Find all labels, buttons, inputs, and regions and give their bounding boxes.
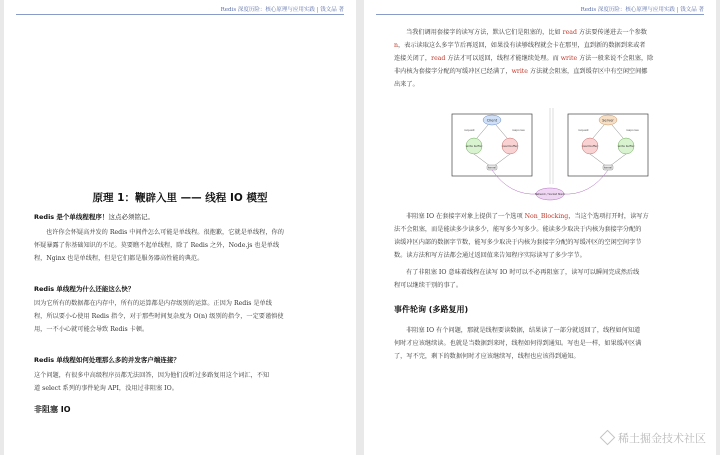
blocking-line-5: 出来了。 <box>394 81 419 88</box>
paragraph-1-line-3: 程，Nginx 也是单线程，但是它们都是服务器高性能的典范。 <box>34 255 204 262</box>
arrow-read-to-client <box>496 125 507 138</box>
socket-buffer-diagram <box>450 104 650 206</box>
nonblocking-line-3: 读缓冲区内部的数据字节数，能写多少取决于内核为套接字分配的写缓冲区的空闲空间字节 <box>394 239 642 246</box>
server-request-label: request <box>578 128 589 132</box>
arrow-kernel-to-server-read <box>590 154 606 166</box>
client-label: Client <box>486 118 498 123</box>
paragraph-2-line-1: 因为它所有的数据都在内存中，所有的运算都是内存级别的运算。正因为 Redis 是单线 <box>34 300 272 307</box>
juejin-logo-icon <box>600 430 616 446</box>
nonblocking-line-2: 法不会阻塞，而是能读多少读多少，能写多少写多少。能读多少取决于内核为套接字分配的 <box>394 226 642 233</box>
client-response-label: response <box>512 128 525 132</box>
blocking-line-2: n，表示读取这么多字节后再返回，如果没有读够线程就会卡在那里，直到新的数据到来或者 <box>394 42 646 49</box>
blocking-line-3: 连接关闭了，read 方法才可以返回，线程才能继续处理。而 write 方法一般来说不会阻塞，除 <box>394 55 654 62</box>
summary-line-1: 有了非阻塞 IO 意味着线程在读写 IO 时可以不必再阻塞了，读写可以瞬间完成然后线 <box>406 269 640 276</box>
server-kernel-label: kernel <box>604 166 612 170</box>
paragraph-3-line-2: 道 select 系列的事件轮询 API，没用过非阻塞 IO。 <box>34 385 178 392</box>
paragraph-2-line-3: 用，一不小心就可能会导致 Redis 卡顿。 <box>34 326 149 333</box>
arrow-write-to-kernel <box>474 154 490 166</box>
header-rule <box>16 14 344 15</box>
arrow-client-to-write <box>477 125 488 138</box>
section-heading-nonblocking: 非阻塞 IO <box>34 405 71 414</box>
question-3: Redis 单线程如何处理那么多的并发客户端连接？ <box>34 356 180 364</box>
right-page <box>364 0 716 455</box>
paragraph-1-line-2: 怀疑暴露了你基础知识的不足。莫要瞧不起单线程，除了 Redis 之外，Node.js 也是单线 <box>34 242 280 249</box>
event-loop-line-1: 非阻塞 IO 有个问题，那就是线程要读数据，结果读了一部分就返回了，线程如何知道 <box>406 327 641 334</box>
client-write-buffer-label: write buffer <box>465 144 483 148</box>
paragraph-2 <box>34 297 284 336</box>
client-network-link <box>492 170 538 194</box>
server-write-buffer-label: write buffer <box>617 144 635 148</box>
paragraph-1 <box>34 226 284 265</box>
server-network-link <box>562 170 608 194</box>
server-label: Server <box>602 118 614 123</box>
watermark <box>602 430 706 446</box>
server-read-buffer-label: read buffer <box>582 144 598 148</box>
network-label: Network / Socket Stack <box>534 193 566 196</box>
blocking-line-4: 非内核为套接字分配的写缓冲区已经满了，write 方法就会阻塞，直到缓存区中有空闲空间挪 <box>394 68 648 75</box>
left-page <box>4 0 356 455</box>
nonblocking-line-1: 非阻塞 IO 在套接字对象上提供了一个选项 Non_Blocking，当这个选项打开时，读写方 <box>406 213 649 220</box>
section-heading-event-loop: 事件轮询 (多路复用) <box>394 305 469 314</box>
client-request-label: request <box>464 128 475 132</box>
arrow-server-to-write <box>612 125 623 138</box>
paragraph-2-line-2: 程，所以要小心使用 Redis 指令，对于那些时间复杂度为 O(n) 级别的指令，一定要谨慎使 <box>34 313 284 320</box>
arrow-kernel-to-read <box>494 154 510 166</box>
event-loop-line-2: 何时才应该继续读。也就是当数据到来时，线程如何得到通知。写也是一样，如果缓冲区满 <box>394 340 642 347</box>
nonblocking-line-4: 数。读方法和写方法都会通过返回值来告知程序实际读写了多少字节。 <box>394 252 586 259</box>
paragraph-3-line-1: 这个问题，有很多中高级程序员都无法回答，因为他们没听过多路复用这个词汇，不知 <box>34 372 270 379</box>
blocking-line-1: 当我们调用套接字的读写方法，默认它们是阻塞的，比如 read 方法要传递进去一个参数 <box>406 29 647 36</box>
arrow-read-to-server <box>593 125 604 138</box>
paragraph-event-loop <box>394 324 642 363</box>
paragraph-1-line-1: 也许你会怀疑高并发的 Redis 中间件怎么可能是单线程。很抱歉，它就是单线程，你的 <box>46 229 284 236</box>
client-kernel-label: kernel <box>488 166 496 170</box>
question-1-bold: Redis 是个单线程程序！ <box>34 213 109 221</box>
watermark-text: 稀土掘金技术社区 <box>618 432 706 445</box>
question-1 <box>34 212 154 221</box>
summary-line-2: 程可以继续干别的事了。 <box>394 282 463 289</box>
running-header: Redis 深度历险：核心原理与应用实践 | 钱文品 著 <box>220 7 344 13</box>
event-loop-line-3: 了，写不完，剩下的数据何时才应该继续写，线程也应该得到通知。 <box>394 353 580 360</box>
header-rule-right <box>376 14 704 15</box>
client-read-buffer-label: read buffer <box>502 144 518 148</box>
question-1-rest: 这点必须铭记。 <box>108 213 154 221</box>
paragraph-blocking-io <box>394 26 653 91</box>
arrow-server-write-to-kernel <box>610 154 626 166</box>
chapter-title: 原理 1：鞭辟入里 —— 线程 IO 模型 <box>92 192 268 204</box>
paragraph-3 <box>34 369 269 395</box>
question-2: Redis 单线程为什么还能这么快？ <box>34 285 135 293</box>
paragraph-nonblocking <box>394 210 649 262</box>
running-header-right: Redis 深度历险：核心原理与应用实践 | 钱文品 著 <box>580 7 704 13</box>
paragraph-nonblocking-summary <box>394 266 639 292</box>
server-response-label: response <box>626 128 639 132</box>
